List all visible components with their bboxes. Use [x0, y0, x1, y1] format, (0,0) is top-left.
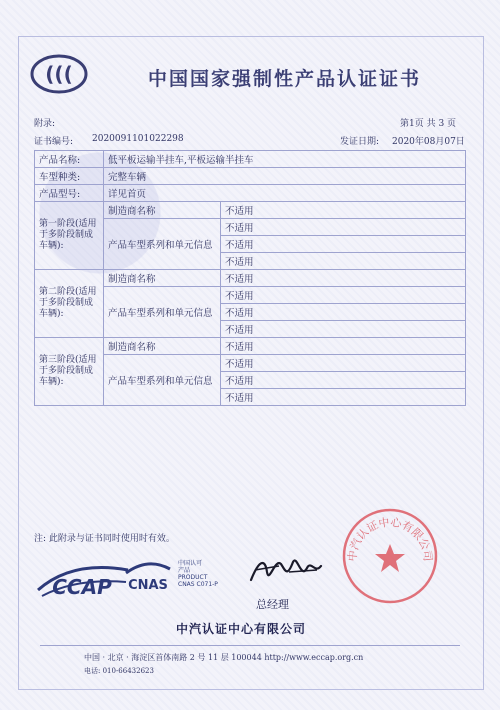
- page-info: 第1页 共 3 页: [400, 119, 457, 129]
- certificate-title: 中国国家强制性产品认证证书: [148, 68, 422, 90]
- stage-2-series-label: 产品车型系列和单元信息: [104, 287, 221, 338]
- product-name: 低平板运输半挂车,平板运输半挂车: [104, 151, 466, 168]
- cnas-line: 产品: [178, 567, 191, 574]
- table-row: [35, 185, 466, 202]
- table-row: [35, 168, 466, 185]
- stage-1-value: 不适用: [221, 219, 466, 236]
- stage-1-value: 不适用: [221, 202, 466, 219]
- stage-2-value: 不适用: [221, 321, 466, 338]
- table-row: [35, 338, 466, 355]
- issue-date-label: 发证日期:: [340, 137, 380, 147]
- stage-3-label: 第三阶段(适用于多阶段制成车辆):: [35, 338, 104, 406]
- cnas-line: 中国认可: [178, 560, 203, 567]
- attachment-label: 附录:: [34, 119, 56, 129]
- ccap-text: CCAP: [52, 575, 112, 599]
- company-name: 中汽认证中心有限公司: [176, 622, 307, 636]
- signature-icon: [245, 550, 325, 590]
- cnas-line: CNAS C071-P: [178, 581, 218, 588]
- ccc-logo-icon: [30, 54, 88, 94]
- cnas-text: CNAS: [128, 578, 168, 593]
- footer-address: 中国 · 北京 · 海淀区首体南路 2 号 11 层 100044 http://www.eccap.org.cn: [84, 653, 364, 662]
- cnas-caption: [178, 560, 218, 588]
- product-table: [34, 150, 466, 406]
- stage-1-value: 不适用: [221, 236, 466, 253]
- ccap-logo-icon: [32, 556, 132, 602]
- table-row: [35, 270, 466, 287]
- model: 详见首页: [104, 185, 466, 202]
- cert-no: 2020091101022298: [92, 134, 184, 144]
- cnas-logo-icon: [122, 557, 174, 597]
- stage-3-series-label: 产品车型系列和单元信息: [104, 355, 221, 406]
- vehicle-type: 完整车辆: [104, 168, 466, 185]
- vehicle-type-label: 车型种类:: [35, 168, 104, 185]
- stage-2-value: 不适用: [221, 304, 466, 321]
- seal-text: 中汽认证中心有限公司: [345, 515, 435, 563]
- cnas-line: PRODUCT: [178, 574, 208, 581]
- model-label: 产品型号:: [35, 185, 104, 202]
- stage-3-manufacturer-label: 制造商名称: [104, 338, 221, 355]
- stage-3-value: 不适用: [221, 372, 466, 389]
- stage-3-value: 不适用: [221, 355, 466, 372]
- svg-text:(((: (((: [45, 62, 73, 86]
- footer-divider: [40, 645, 460, 646]
- stage-1-series-label: 产品车型系列和单元信息: [104, 219, 221, 270]
- table-row: [35, 151, 466, 168]
- validity-note: 注: 此附录与证书同时使用时有效。: [34, 534, 175, 544]
- stage-1-value: 不适用: [221, 253, 466, 270]
- stage-2-label: 第二阶段(适用于多阶段制成车辆):: [35, 270, 104, 338]
- footer-phone: 电话: 010-66432623: [84, 667, 154, 675]
- stage-1-label: 第一阶段(适用于多阶段制成车辆):: [35, 202, 104, 270]
- stage-2-value: 不适用: [221, 287, 466, 304]
- stage-1-manufacturer-label: 制造商名称: [104, 202, 221, 219]
- stage-2-manufacturer-label: 制造商名称: [104, 270, 221, 287]
- company-seal-icon: [340, 506, 440, 606]
- cert-no-label: 证书编号:: [34, 137, 74, 147]
- table-row: [35, 202, 466, 219]
- issue-date: 2020年08月07日: [392, 137, 465, 147]
- stage-2-value: 不适用: [221, 270, 466, 287]
- product-name-label: 产品名称:: [35, 151, 104, 168]
- stage-3-value: 不适用: [221, 389, 466, 406]
- stage-3-value: 不适用: [221, 338, 466, 355]
- general-manager-title: 总经理: [256, 598, 289, 611]
